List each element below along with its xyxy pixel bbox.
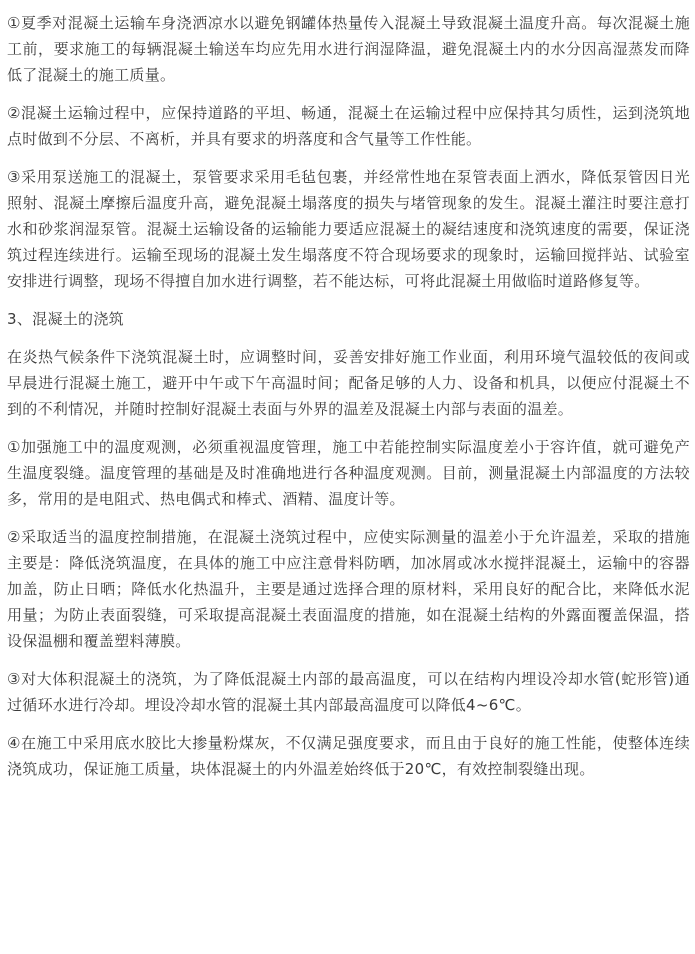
section-heading-pouring: 3、混凝土的浇筑 <box>7 310 124 328</box>
paragraph-temperature-observation: ①加强施工中的温度观测，必须重视温度管理，施工中若能控制实际温度差小于容许值，就可避免产生温度裂缝。温度管理的基础是及时准确地进行各种温度观测。目前，测量混凝土内部温度的方法较多，常用的是电阻式、热电偶式和棒式、酒精、温度计等。 <box>7 438 690 508</box>
paragraph-transport-road: ②混凝土运输过程中，应保持道路的平坦、畅通，混凝土在运输过程中应保持其匀质性，运到浇筑地点时做到不分层、不离析，并具有要求的坍落度和含气量等工作性能。 <box>7 104 690 148</box>
paragraph-fly-ash: ④在施工中采用底水胶比大掺量粉煤灰，不仅满足强度要求，而且由于良好的施工性能，使整体连续浇筑成功，保证施工质量，块体混凝土的内外温差始终低于20℃，有效控制裂缝出现。 <box>7 734 690 778</box>
paragraph-mass-concrete-cooling: ③对大体积混凝土的浇筑，为了降低混凝土内部的最高温度，可以在结构内埋设冷却水管(蛇形管)通过循环水进行冷却。埋设冷却水管的混凝土其内部最高温度可以降低4~6℃。 <box>7 670 690 714</box>
paragraph-hot-weather-pouring: 在炎热气候条件下浇筑混凝土时，应调整时间，妥善安排好施工作业面，利用环境气温较低的夜间或早晨进行混凝土施工，避开中午或下午高温时间；配备足够的人力、设备和机具，以便应付混凝土不到的不利情况，并随时控制好混凝土表面与外界的温差及混凝土内部与表面的温差。 <box>7 348 690 418</box>
paragraph-temperature-control: ②采取适当的温度控制措施，在混凝土浇筑过程中，应使实际测量的温差小于允许温差，采取的措施主要是：降低浇筑温度，在具体的施工中应注意骨料防晒，加冰屑或冰水搅拌混凝土，运输中的容器加盖，防止日晒；降低水化热温升，主要是通过选择合理的原材料，采用良好的配合比，来降低水泥用量；为防止表面裂缝，可采取提高混凝土表面温度的措施，如在混凝土结构的外露面覆盖保温，搭设保温棚和覆盖塑料薄膜。 <box>7 528 690 650</box>
paragraph-pump-construction: ③采用泵送施工的混凝土，泵管要求采用毛毡包裹，并经常性地在泵管表面上洒水，降低泵管因日光照射、混凝土摩擦后温度升高，避免混凝土塌落度的损失与堵管现象的发生。混凝土灌注时要注意打水和砂浆润湿泵管。混凝土运输设备的运输能力要适应混凝土的凝结速度和浇筑速度的需要，保证浇筑过程连续进行。运输至现场的混凝土发生塌落度不符合现场要求的现象时，运输回搅拌站、试验室安排进行调整，现场不得擅自加水进行调整，若不能达标，可将此混凝土用做临时道路修复等。 <box>7 168 690 290</box>
paragraph-truck-cooling: ①夏季对混凝土运输车身浇洒凉水以避免钢罐体热量传入混凝土导致混凝土温度升高。每次混凝土施工前，要求施工的每辆混凝土输送车均应先用水进行润湿降温，避免混凝土内的水分因高湿蒸发而降低了混凝土的施工质量。 <box>7 14 690 84</box>
article-body <box>7 10 690 782</box>
